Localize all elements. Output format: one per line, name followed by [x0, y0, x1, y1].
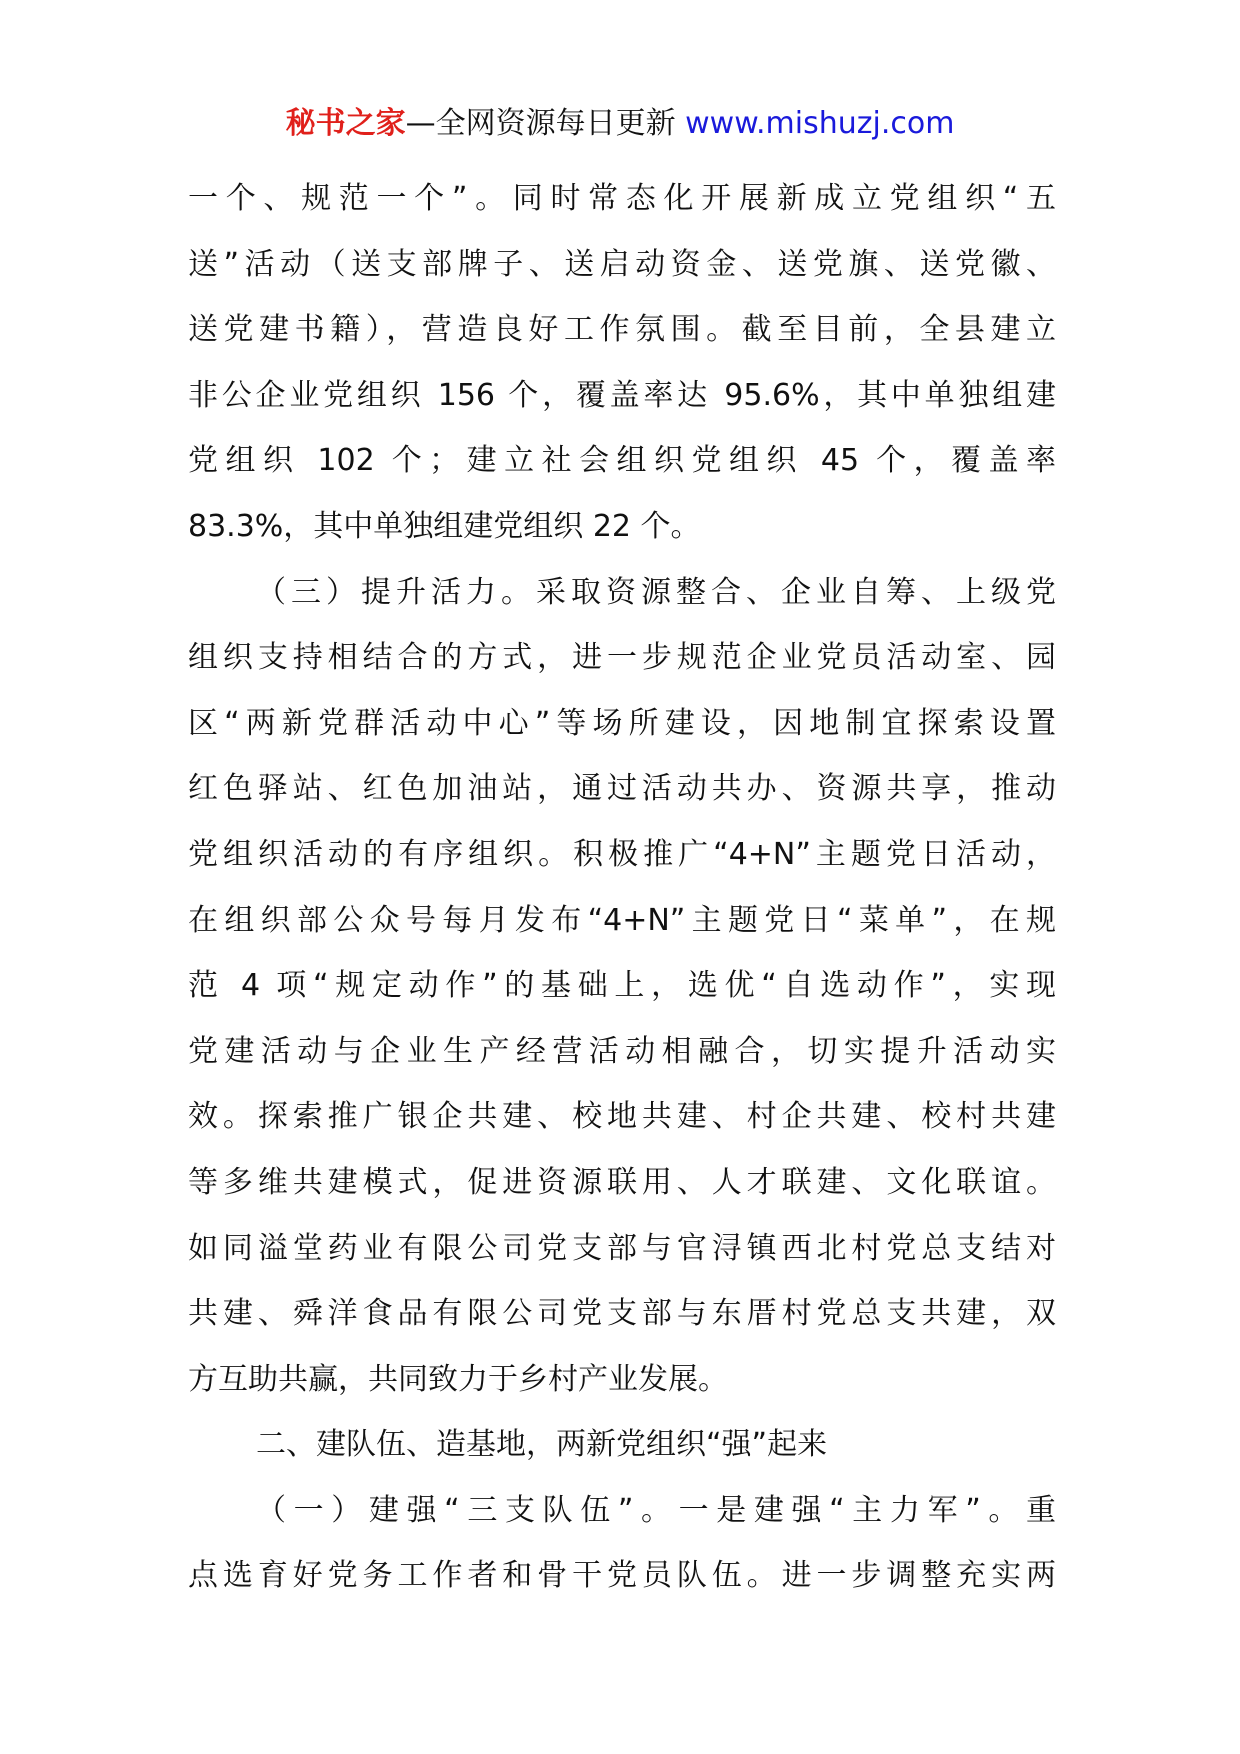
subsection-first-line: （一）建强“三支队伍”。一是建强“主力军”。重 — [256, 1492, 1056, 1528]
body-line: 等多维共建模式，促进资源联用、人才联建、文化联谊。 — [188, 1164, 1056, 1200]
body-line: 党建活动与企业生产经营活动相融合，切实提升活动实 — [188, 1033, 1056, 1069]
section-3-first-line: （三）提升活力。采取资源整合、企业自筹、上级党 — [256, 574, 1056, 610]
body-line: 共建、舜洋食品有限公司党支部与东厝村党总支共建，双 — [188, 1296, 1056, 1332]
page-header — [0, 104, 1240, 144]
body-line: 区“两新党群活动中心”等场所建设，因地制宜探索设置 — [188, 705, 1056, 741]
body-line: 效。探索推广银企共建、校地共建、村企共建、校村共建 — [188, 1099, 1056, 1135]
body-line: 在组织部公众号每月发布“4+N”主题党日“菜单”，在规 — [188, 902, 1056, 938]
body-line: 点选育好党务工作者和骨干党员队伍。进一步调整充实两 — [188, 1558, 1056, 1594]
body-line: 党组织 102 个；建立社会组织党组织 45 个，覆盖率 — [188, 443, 1056, 479]
body-line: 非公企业党组织 156 个，覆盖率达 95.6%，其中单独组建 — [188, 377, 1056, 413]
section-heading: 二、建队伍、造基地，两新党组织“强”起来 — [256, 1427, 828, 1463]
document-body — [188, 166, 1056, 1609]
brand-name: 秘书之家 — [285, 106, 406, 141]
body-line: 送”活动（送支部牌子、送启动资金、送党旗、送党徽、 — [188, 246, 1056, 282]
body-line: 方互助共赢，共同致力于乡村产业发展。 — [188, 1361, 728, 1397]
body-line: 范 4 项“规定动作”的基础上，选优“自选动作”，实现 — [188, 968, 1056, 1004]
body-line: 组织支持相结合的方式，进一步规范企业党员活动室、园 — [188, 640, 1056, 676]
site-link[interactable]: www.mishuzj.com — [685, 106, 955, 141]
body-line: 送党建书籍），营造良好工作氛围。截至目前，全县建立 — [188, 312, 1056, 348]
body-line: 83.3%，其中单独组建党组织 22 个。 — [188, 508, 701, 544]
body-line: 如同溢堂药业有限公司党支部与官浔镇西北村党总支结对 — [188, 1230, 1056, 1266]
body-line: 一个、规范一个”。同时常态化开展新成立党组织“五 — [188, 181, 1056, 216]
header-tagline: —全网资源每日更新 — [405, 106, 676, 141]
body-line: 红色驿站、红色加油站，通过活动共办、资源共享，推动 — [188, 771, 1056, 807]
body-line: 党组织活动的有序组织。积极推广“4+N”主题党日活动， — [188, 836, 1056, 872]
